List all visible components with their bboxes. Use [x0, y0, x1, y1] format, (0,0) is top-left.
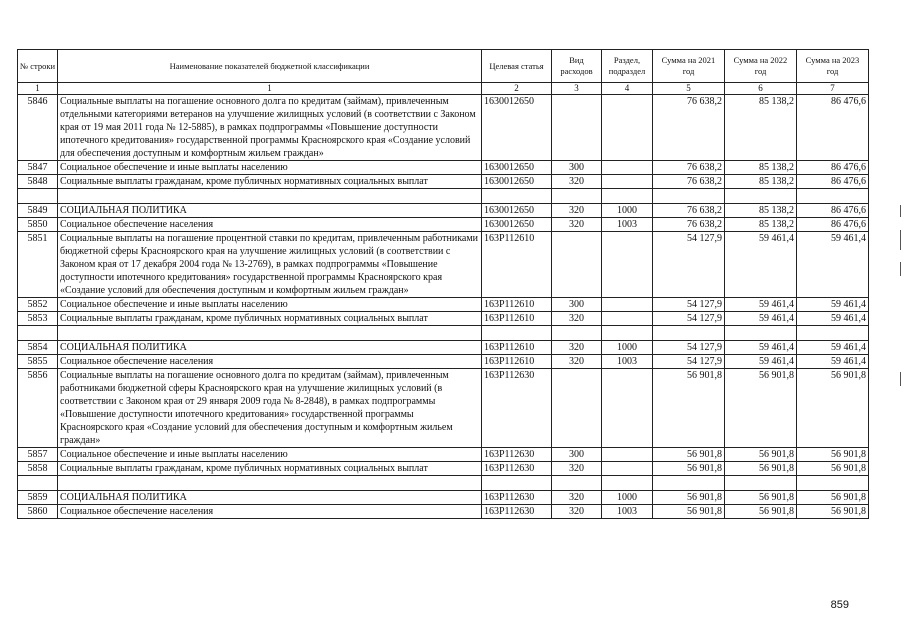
target-article-cell: 1630012650	[482, 204, 552, 218]
indicator-name-cell: Социальное обеспечение и иные выплаты населению	[58, 298, 482, 312]
section-cell: 1000	[602, 491, 653, 505]
spacer-cell	[18, 326, 58, 341]
spacer-cell	[482, 189, 552, 204]
spacer-cell	[18, 476, 58, 491]
header-name: Наименование показателей бюджетной классификации	[58, 50, 482, 83]
expense-type-cell: 320	[552, 341, 602, 355]
column-number: 1	[18, 83, 58, 95]
row-number-cell: 5849	[18, 204, 58, 218]
section-cell: 1000	[602, 204, 653, 218]
table-row	[18, 204, 869, 218]
sum-2021-cell: 54 127,9	[653, 298, 725, 312]
section-cell: 1003	[602, 218, 653, 232]
sum-2022-cell: 85 138,2	[725, 218, 797, 232]
target-article-cell: 163Р112630	[482, 448, 552, 462]
sum-2022-cell: 59 461,4	[725, 232, 797, 298]
sum-2022-cell: 59 461,4	[725, 341, 797, 355]
sum-2023-cell: 56 901,8	[797, 505, 869, 519]
spacer-cell	[602, 326, 653, 341]
indicator-name-cell: СОЦИАЛЬНАЯ ПОЛИТИКА	[58, 491, 482, 505]
sum-2023-cell: 59 461,4	[797, 232, 869, 298]
section-cell	[602, 175, 653, 189]
section-cell	[602, 312, 653, 326]
sum-2022-cell: 85 138,2	[725, 204, 797, 218]
expense-type-cell: 300	[552, 448, 602, 462]
header-row	[18, 50, 869, 83]
table-row	[18, 462, 869, 476]
header-sum-2022: Сумма на 2022 год	[725, 50, 797, 83]
sum-2021-cell: 76 638,2	[653, 95, 725, 161]
scan-edge-mark	[900, 262, 901, 276]
spacer-cell	[58, 476, 482, 491]
spacer-row	[18, 326, 869, 341]
expense-type-cell: 320	[552, 175, 602, 189]
sum-2021-cell: 56 901,8	[653, 491, 725, 505]
table-row	[18, 218, 869, 232]
sum-2021-cell: 56 901,8	[653, 369, 725, 448]
column-number: 7	[797, 83, 869, 95]
expense-type-cell	[552, 95, 602, 161]
table-row	[18, 175, 869, 189]
row-number-cell: 5852	[18, 298, 58, 312]
section-cell	[602, 95, 653, 161]
target-article-cell: 163Р112610	[482, 312, 552, 326]
sum-2023-cell: 86 476,6	[797, 175, 869, 189]
target-article-cell: 163Р112610	[482, 341, 552, 355]
sum-2023-cell: 59 461,4	[797, 312, 869, 326]
table-row	[18, 505, 869, 519]
spacer-row	[18, 476, 869, 491]
section-cell	[602, 369, 653, 448]
sum-2022-cell: 59 461,4	[725, 355, 797, 369]
expense-type-cell: 320	[552, 312, 602, 326]
indicator-name-cell: Социальные выплаты на погашение основного долга по кредитам (займам), привлеченным отдельными категориями ветеранов на улучшение жилищных условий (в соответствии с Законом края от 19 мая 2011 года № 12-5885), в рамках подпрограммы «Повышение доступности ипотечного кредитования» государственной программы Красноярского края «Создание условий для обеспечения доступным и комфортным жильем граждан»	[58, 95, 482, 161]
indicator-name-cell: СОЦИАЛЬНАЯ ПОЛИТИКА	[58, 204, 482, 218]
sum-2022-cell: 85 138,2	[725, 161, 797, 175]
spacer-cell	[653, 189, 725, 204]
section-cell: 1000	[602, 341, 653, 355]
indicator-name-cell: Социальное обеспечение населения	[58, 505, 482, 519]
spacer-cell	[653, 476, 725, 491]
header-sum-2023: Сумма на 2023 год	[797, 50, 869, 83]
spacer-cell	[482, 326, 552, 341]
target-article-cell: 163Р112610	[482, 298, 552, 312]
spacer-cell	[653, 326, 725, 341]
sum-2021-cell: 54 127,9	[653, 341, 725, 355]
sum-2021-cell: 54 127,9	[653, 312, 725, 326]
row-number-cell: 5859	[18, 491, 58, 505]
spacer-cell	[552, 476, 602, 491]
column-number: 3	[552, 83, 602, 95]
table-row	[18, 448, 869, 462]
expense-type-cell: 320	[552, 204, 602, 218]
indicator-name-cell: Социальное обеспечение и иные выплаты населению	[58, 161, 482, 175]
indicator-name-cell: СОЦИАЛЬНАЯ ПОЛИТИКА	[58, 341, 482, 355]
spacer-cell	[725, 189, 797, 204]
sum-2023-cell: 86 476,6	[797, 95, 869, 161]
row-number-cell: 5853	[18, 312, 58, 326]
indicator-name-cell: Социальные выплаты гражданам, кроме публичных нормативных социальных выплат	[58, 175, 482, 189]
column-number: 5	[653, 83, 725, 95]
table-row	[18, 312, 869, 326]
sum-2021-cell: 76 638,2	[653, 204, 725, 218]
row-number-cell: 5851	[18, 232, 58, 298]
indicator-name-cell: Социальные выплаты на погашение процентной ставки по кредитам, привлеченным работниками бюджетной сферы Красноярского края на улучшение жилищных условий (в соответствии с Законом края от 17 декабря 2004 года № 13-2769), в рамках подпрограммы «Повышение доступности ипотечного кредитования» государственной программы Красноярского края «Создание условий для обеспечения доступным и комфортным жильем граждан»	[58, 232, 482, 298]
row-number-cell: 5857	[18, 448, 58, 462]
row-number-cell: 5856	[18, 369, 58, 448]
table-row	[18, 298, 869, 312]
table-row	[18, 369, 869, 448]
sum-2021-cell: 76 638,2	[653, 175, 725, 189]
expense-type-cell: 320	[552, 355, 602, 369]
section-cell	[602, 462, 653, 476]
spacer-cell	[552, 189, 602, 204]
sum-2023-cell: 59 461,4	[797, 341, 869, 355]
spacer-cell	[602, 189, 653, 204]
column-numbers-row	[18, 83, 869, 95]
sum-2023-cell: 86 476,6	[797, 218, 869, 232]
sum-2022-cell: 59 461,4	[725, 298, 797, 312]
expense-type-cell: 300	[552, 298, 602, 312]
sum-2021-cell: 76 638,2	[653, 161, 725, 175]
sum-2023-cell: 56 901,8	[797, 448, 869, 462]
sum-2023-cell: 86 476,6	[797, 161, 869, 175]
row-number-cell: 5854	[18, 341, 58, 355]
row-number-cell: 5847	[18, 161, 58, 175]
target-article-cell: 1630012650	[482, 218, 552, 232]
spacer-cell	[552, 326, 602, 341]
table-body	[18, 95, 869, 519]
indicator-name-cell: Социальные выплаты на погашение основного долга по кредитам (займам), привлеченным работниками бюджетной сферы Красноярского края на улучшение жилищных условий (в соответствии с Законом края от 29 января 2009 года № 8-2848), в рамках подпрограммы «Повышение доступности ипотечного кредитования» государственной программы Красноярского края «Создание условий для обеспечения доступным и комфортным жильем граждан»	[58, 369, 482, 448]
row-number-cell: 5848	[18, 175, 58, 189]
table-row	[18, 341, 869, 355]
table-row	[18, 95, 869, 161]
target-article-cell: 1630012650	[482, 175, 552, 189]
expense-type-cell	[552, 369, 602, 448]
target-article-cell: 163Р112630	[482, 462, 552, 476]
sum-2022-cell: 56 901,8	[725, 462, 797, 476]
header-section: Раздел, подраздел	[602, 50, 653, 83]
column-number: 6	[725, 83, 797, 95]
table-row	[18, 355, 869, 369]
target-article-cell: 163Р112630	[482, 491, 552, 505]
header-expense-type: Вид расходов	[552, 50, 602, 83]
header-sum-2021: Сумма на 2021 год	[653, 50, 725, 83]
expense-type-cell	[552, 232, 602, 298]
sum-2021-cell: 76 638,2	[653, 218, 725, 232]
target-article-cell: 1630012650	[482, 95, 552, 161]
page-number: 859	[830, 599, 849, 611]
spacer-cell	[58, 326, 482, 341]
table-row	[18, 232, 869, 298]
target-article-cell: 1630012650	[482, 161, 552, 175]
sum-2023-cell: 56 901,8	[797, 462, 869, 476]
column-number: 4	[602, 83, 653, 95]
sum-2023-cell: 56 901,8	[797, 491, 869, 505]
section-cell	[602, 298, 653, 312]
header-row-no: № строки	[18, 50, 58, 83]
sum-2022-cell: 56 901,8	[725, 491, 797, 505]
section-cell: 1003	[602, 355, 653, 369]
table-row	[18, 491, 869, 505]
scan-edge-mark	[900, 205, 901, 217]
sum-2022-cell: 85 138,2	[725, 175, 797, 189]
spacer-cell	[797, 476, 869, 491]
scan-edge-mark	[900, 372, 901, 386]
row-number-cell: 5850	[18, 218, 58, 232]
spacer-row	[18, 189, 869, 204]
sum-2021-cell: 56 901,8	[653, 462, 725, 476]
section-cell	[602, 232, 653, 298]
expense-type-cell: 300	[552, 161, 602, 175]
column-number: 2	[482, 83, 552, 95]
row-number-cell: 5858	[18, 462, 58, 476]
sum-2023-cell: 86 476,6	[797, 204, 869, 218]
spacer-cell	[797, 326, 869, 341]
sum-2023-cell: 59 461,4	[797, 298, 869, 312]
indicator-name-cell: Социальное обеспечение населения	[58, 355, 482, 369]
column-number: 1	[58, 83, 482, 95]
sum-2023-cell: 59 461,4	[797, 355, 869, 369]
sum-2021-cell: 56 901,8	[653, 448, 725, 462]
sum-2022-cell: 59 461,4	[725, 312, 797, 326]
indicator-name-cell: Социальное обеспечение населения	[58, 218, 482, 232]
section-cell: 1003	[602, 505, 653, 519]
sum-2021-cell: 54 127,9	[653, 355, 725, 369]
scan-edge-mark	[900, 230, 901, 250]
budget-table	[17, 49, 869, 519]
sum-2021-cell: 56 901,8	[653, 505, 725, 519]
indicator-name-cell: Социальные выплаты гражданам, кроме публичных нормативных социальных выплат	[58, 462, 482, 476]
spacer-cell	[482, 476, 552, 491]
expense-type-cell: 320	[552, 462, 602, 476]
spacer-cell	[18, 189, 58, 204]
header-target: Целевая статья	[482, 50, 552, 83]
section-cell	[602, 161, 653, 175]
sum-2022-cell: 56 901,8	[725, 448, 797, 462]
expense-type-cell: 320	[552, 505, 602, 519]
row-number-cell: 5846	[18, 95, 58, 161]
row-number-cell: 5855	[18, 355, 58, 369]
target-article-cell: 163Р112630	[482, 369, 552, 448]
indicator-name-cell: Социальное обеспечение и иные выплаты населению	[58, 448, 482, 462]
table-row	[18, 161, 869, 175]
spacer-cell	[725, 476, 797, 491]
sum-2022-cell: 56 901,8	[725, 505, 797, 519]
expense-type-cell: 320	[552, 218, 602, 232]
sum-2022-cell: 85 138,2	[725, 95, 797, 161]
indicator-name-cell: Социальные выплаты гражданам, кроме публичных нормативных социальных выплат	[58, 312, 482, 326]
expense-type-cell: 320	[552, 491, 602, 505]
spacer-cell	[797, 189, 869, 204]
target-article-cell: 163Р112630	[482, 505, 552, 519]
sum-2021-cell: 54 127,9	[653, 232, 725, 298]
spacer-cell	[725, 326, 797, 341]
sum-2023-cell: 56 901,8	[797, 369, 869, 448]
spacer-cell	[58, 189, 482, 204]
target-article-cell: 163Р112610	[482, 232, 552, 298]
spacer-cell	[602, 476, 653, 491]
sum-2022-cell: 56 901,8	[725, 369, 797, 448]
row-number-cell: 5860	[18, 505, 58, 519]
section-cell	[602, 448, 653, 462]
target-article-cell: 163Р112610	[482, 355, 552, 369]
